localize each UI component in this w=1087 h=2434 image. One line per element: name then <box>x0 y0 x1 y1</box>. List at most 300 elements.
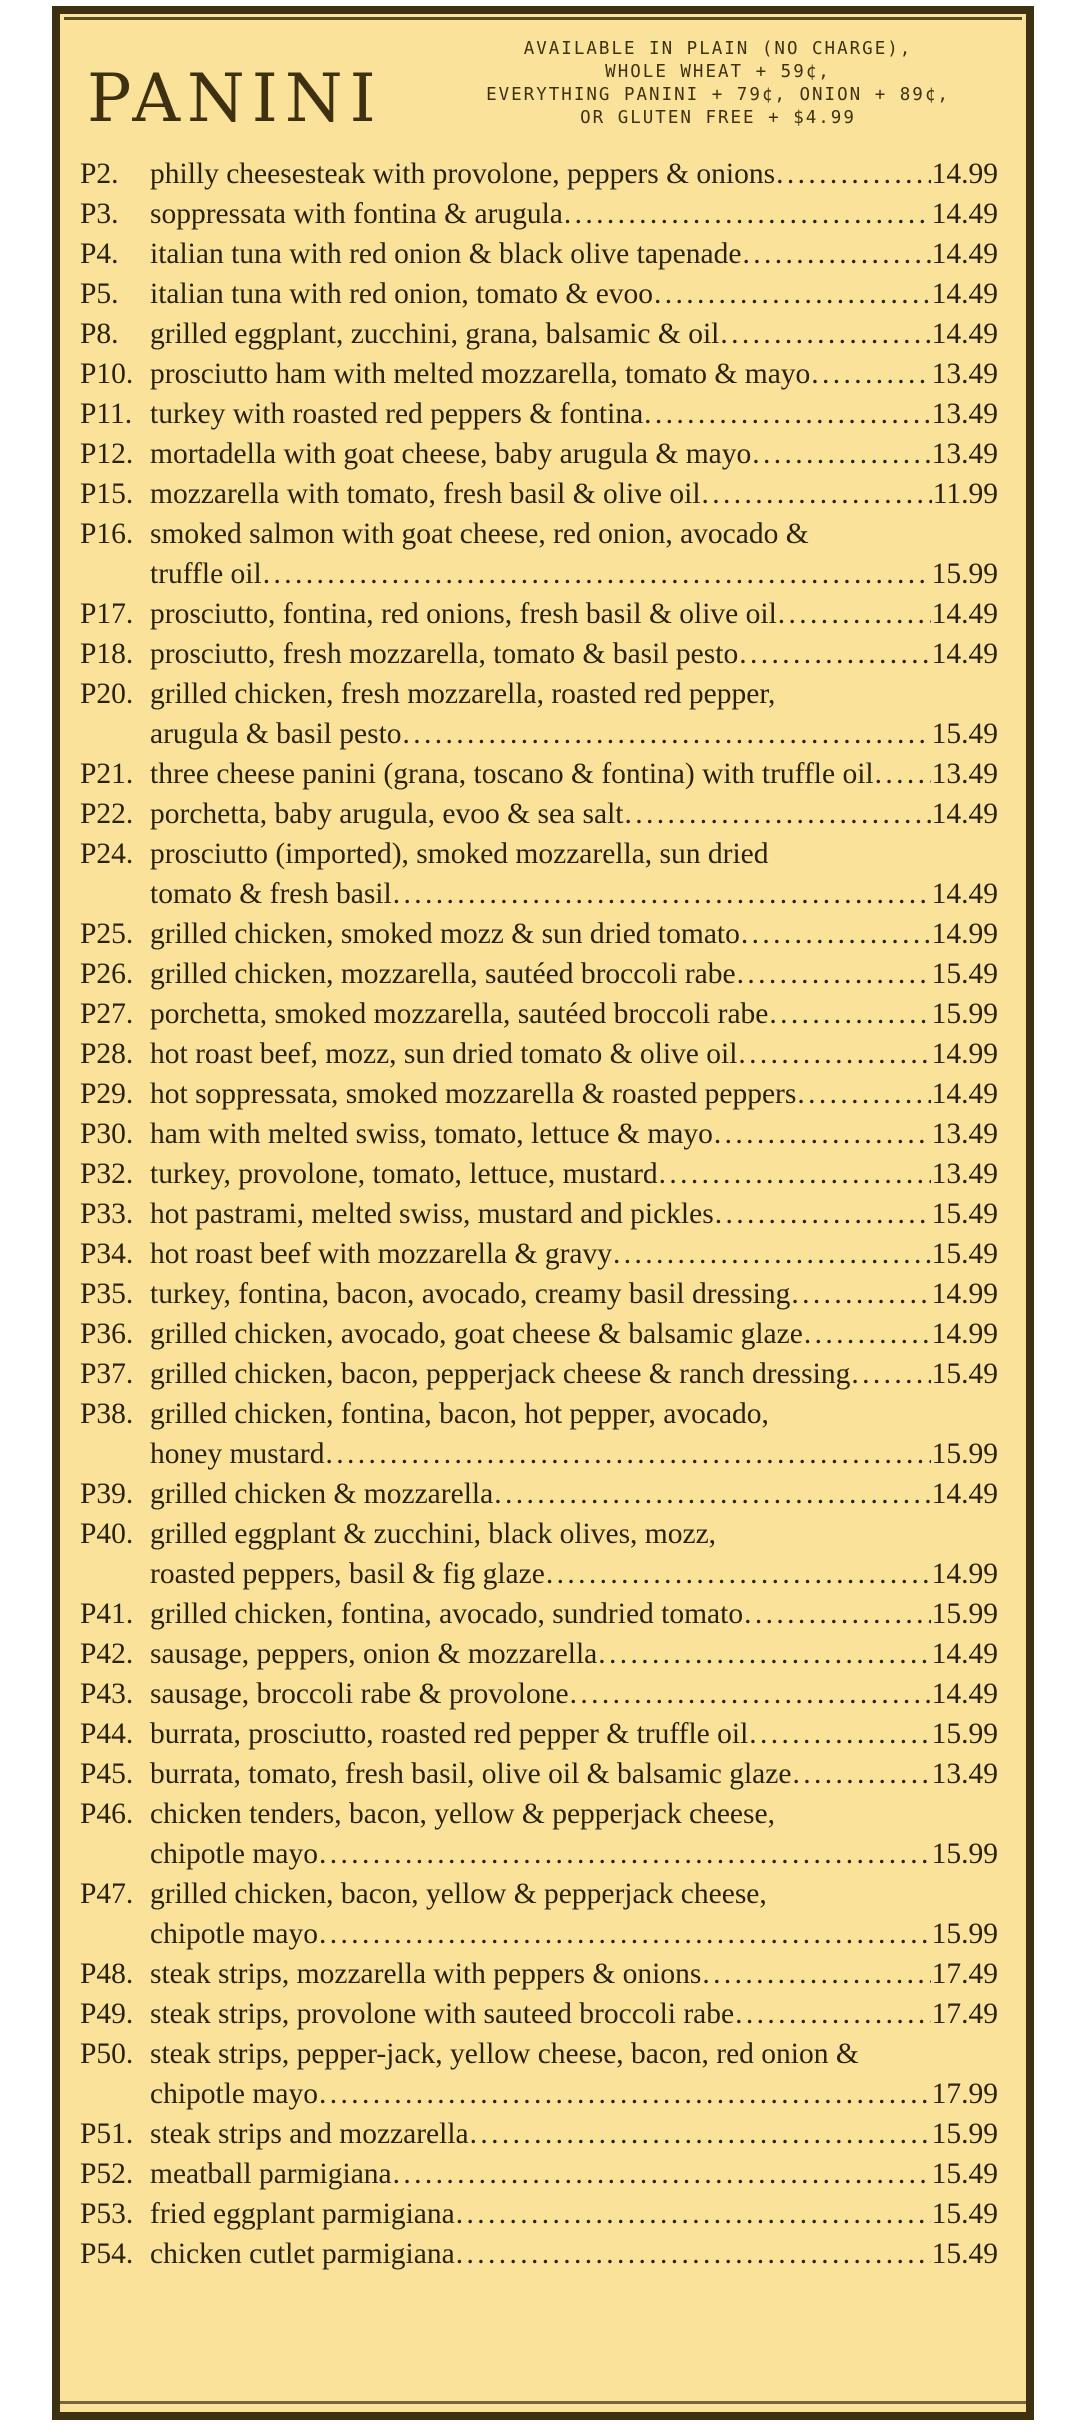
item-body <box>150 2034 998 2114</box>
item-price-line <box>150 914 998 954</box>
note-line: OR GLUTEN FREE + $4.99 <box>580 108 856 128</box>
item-price: 14.49 <box>931 198 998 230</box>
item-description: turkey, provolone, tomato, lettuce, mustard <box>150 1158 658 1190</box>
menu-item <box>80 594 998 634</box>
item-code: P32. <box>80 1158 134 1190</box>
note-line: WHOLE WHEAT + 59¢, <box>605 62 831 82</box>
dot-leader <box>791 1274 930 1314</box>
item-price: 14.99 <box>931 1558 998 1590</box>
item-price: 17.99 <box>931 2078 998 2110</box>
note-line: EVERYTHING PANINI + 79¢, ONION + 89¢, <box>486 85 950 105</box>
menu-item <box>80 634 998 674</box>
item-code: P40. <box>80 1518 134 1550</box>
dot-leader <box>613 1234 931 1274</box>
item-description: tomato & fresh basil <box>150 878 392 910</box>
item-price: 14.49 <box>931 278 998 310</box>
item-body <box>150 634 998 674</box>
menu-item <box>80 194 998 234</box>
bread-options-note <box>428 38 1008 130</box>
item-code: P35. <box>80 1278 134 1310</box>
dot-leader <box>792 1754 930 1794</box>
item-body <box>150 1994 998 2034</box>
item-body <box>150 1354 998 1394</box>
item-body <box>150 234 998 274</box>
item-description: chipotle mayo <box>150 1918 318 1950</box>
item-price-line <box>150 1594 998 1634</box>
dot-leader <box>739 634 930 674</box>
menu-item <box>80 1674 998 1714</box>
item-price-line <box>150 1194 998 1234</box>
item-code: P4. <box>80 238 119 270</box>
item-body <box>150 1154 998 1194</box>
item-body <box>150 954 998 994</box>
item-price-line <box>150 594 998 634</box>
item-price-line <box>150 1834 998 1874</box>
item-code: P38. <box>80 1398 134 1430</box>
item-price-line <box>150 474 998 514</box>
item-code: P5. <box>80 278 119 310</box>
item-price: 15.99 <box>931 558 998 590</box>
dot-leader <box>769 994 930 1034</box>
menu-item <box>80 354 998 394</box>
item-body <box>150 434 998 474</box>
item-price: 15.99 <box>931 1838 998 1870</box>
item-description: grilled chicken, smoked mozz & sun dried tomato <box>150 918 740 950</box>
dot-leader <box>742 234 930 274</box>
menu-item <box>80 1114 998 1154</box>
item-price: 13.49 <box>931 758 998 790</box>
item-code: P41. <box>80 1598 134 1630</box>
item-description: steak strips, mozzarella with peppers & onions <box>150 1958 702 1990</box>
item-price-line <box>150 1074 998 1114</box>
menu-item <box>80 394 998 434</box>
item-description: honey mustard <box>150 1438 325 1470</box>
menu-item <box>80 1394 998 1474</box>
menu-item <box>80 1234 998 1274</box>
item-price-line <box>150 434 998 474</box>
menu-item <box>80 1754 998 1794</box>
dot-leader <box>804 1314 931 1354</box>
menu-item <box>80 1954 998 1994</box>
item-price-line <box>150 2234 998 2274</box>
dot-leader <box>470 2114 931 2154</box>
dot-leader <box>570 1674 931 1714</box>
menu-item <box>80 914 998 954</box>
menu-item <box>80 274 998 314</box>
menu-item <box>80 2194 998 2234</box>
item-price: 13.49 <box>931 1758 998 1790</box>
dot-leader <box>403 714 931 754</box>
item-price: 11.99 <box>932 478 998 510</box>
item-price-line <box>150 1434 998 1474</box>
item-price: 15.49 <box>931 1238 998 1270</box>
item-code: P52. <box>80 2158 134 2190</box>
item-price: 13.49 <box>931 1118 998 1150</box>
menu-panel <box>52 6 1034 2420</box>
dot-leader <box>702 474 932 514</box>
item-description: porchetta, smoked mozzarella, sautéed broccoli rabe <box>150 998 769 1030</box>
menu-item <box>80 514 998 594</box>
item-price-line <box>150 274 998 314</box>
item-price: 14.49 <box>931 638 998 670</box>
dot-leader <box>702 1954 930 1994</box>
item-description: steak strips, provolone with sauteed broccoli rabe <box>150 1998 735 2030</box>
item-description: grilled eggplant, zucchini, grana, balsamic & oil <box>150 318 720 350</box>
item-price: 13.49 <box>931 358 998 390</box>
item-body <box>150 1314 998 1354</box>
item-description: philly cheesesteak with provolone, peppers & onions <box>150 158 776 190</box>
item-code: P42. <box>80 1638 134 1670</box>
item-code: P10. <box>80 358 134 390</box>
item-code: P18. <box>80 638 134 670</box>
item-price: 15.49 <box>931 958 998 990</box>
item-description: chipotle mayo <box>150 2078 318 2110</box>
dot-leader <box>319 2074 931 2114</box>
item-code: P47. <box>80 1878 134 1910</box>
item-code: P2. <box>80 158 119 190</box>
item-code: P51. <box>80 2118 134 2150</box>
item-price: 14.49 <box>931 1638 998 1670</box>
item-price: 14.49 <box>931 1078 998 1110</box>
item-price-line <box>150 994 998 1034</box>
menu-item <box>80 1714 998 1754</box>
item-price: 13.49 <box>931 398 998 430</box>
menu-item <box>80 474 998 514</box>
panini-list <box>80 154 998 2274</box>
item-price-line <box>150 1554 998 1594</box>
item-body <box>150 1274 998 1314</box>
dot-leader <box>737 954 931 994</box>
item-price: 14.49 <box>931 238 998 270</box>
item-description: grilled chicken, bacon, pepperjack cheese & ranch dressing <box>150 1358 851 1390</box>
dot-leader <box>644 394 930 434</box>
item-code: P24. <box>80 838 134 870</box>
item-price: 15.49 <box>931 2238 998 2270</box>
menu-item <box>80 314 998 354</box>
item-price-line <box>150 1634 998 1674</box>
item-price-line <box>150 194 998 234</box>
dot-leader <box>714 1114 931 1154</box>
item-price-line <box>150 954 998 994</box>
item-body <box>150 514 998 594</box>
item-code: P3. <box>80 198 119 230</box>
item-description: ham with melted swiss, tomato, lettuce & mayo <box>150 1118 713 1150</box>
item-code: P45. <box>80 1758 134 1790</box>
menu-item <box>80 1474 998 1514</box>
item-description-line: grilled chicken, fresh mozzarella, roasted red pepper, <box>150 678 776 710</box>
item-description: fried eggplant parmigiana <box>150 2198 455 2230</box>
item-price: 15.99 <box>931 1438 998 1470</box>
item-body <box>150 1514 998 1594</box>
item-body <box>150 1234 998 1274</box>
item-code: P8. <box>80 318 119 350</box>
item-price-line <box>150 714 998 754</box>
item-price-line <box>150 1114 998 1154</box>
item-price: 14.99 <box>931 1038 998 1070</box>
dot-leader <box>393 2154 931 2194</box>
item-body <box>150 994 998 1034</box>
dot-leader <box>715 1194 931 1234</box>
item-body <box>150 1034 998 1074</box>
item-price: 14.99 <box>931 918 998 950</box>
item-price-line <box>150 1954 998 1994</box>
dot-leader <box>735 1994 931 2034</box>
menu-item <box>80 754 998 794</box>
dot-leader <box>776 154 931 194</box>
item-code: P54. <box>80 2238 134 2270</box>
menu-item <box>80 434 998 474</box>
item-description-line: steak strips, pepper-jack, yellow cheese, bacon, red onion & <box>150 2038 859 2070</box>
item-body <box>150 1074 998 1114</box>
item-body <box>150 2154 998 2194</box>
item-code: P25. <box>80 918 134 950</box>
item-body <box>150 194 998 234</box>
item-price-line <box>150 554 998 594</box>
menu-item <box>80 2114 998 2154</box>
menu-item <box>80 954 998 994</box>
item-price: 14.49 <box>931 878 998 910</box>
item-price-line <box>150 1274 998 1314</box>
item-description: arugula & basil pesto <box>150 718 402 750</box>
item-price-line <box>150 2194 998 2234</box>
dot-leader <box>741 914 931 954</box>
item-price-line <box>150 154 998 194</box>
menu-item <box>80 1274 998 1314</box>
dot-leader <box>744 1594 931 1634</box>
item-description: italian tuna with red onion & black olive tapenade <box>150 238 742 270</box>
menu-item <box>80 834 998 914</box>
dot-leader <box>598 1634 930 1674</box>
item-description: burrata, prosciutto, roasted red pepper & truffle oil <box>150 1718 749 1750</box>
item-code: P43. <box>80 1678 134 1710</box>
item-code: P36. <box>80 1318 134 1350</box>
menu-item <box>80 2034 998 2114</box>
item-body <box>150 474 998 514</box>
item-description: hot soppressata, smoked mozzarella & roasted peppers <box>150 1078 797 1110</box>
item-description: turkey with roasted red peppers & fontina <box>150 398 644 430</box>
item-price: 14.49 <box>931 598 998 630</box>
menu-item <box>80 1074 998 1114</box>
item-code: P30. <box>80 1118 134 1150</box>
item-price: 17.49 <box>931 1998 998 2030</box>
dot-leader <box>393 874 931 914</box>
item-body <box>150 274 998 314</box>
dot-leader <box>875 754 931 794</box>
item-price: 13.49 <box>931 438 998 470</box>
item-body <box>150 1114 998 1154</box>
item-body <box>150 754 998 794</box>
item-description: chipotle mayo <box>150 1838 318 1870</box>
item-price-line <box>150 874 998 914</box>
item-code: P29. <box>80 1078 134 1110</box>
item-price-line <box>150 2154 998 2194</box>
dot-leader <box>263 554 931 594</box>
item-code: P21. <box>80 758 134 790</box>
item-price: 15.49 <box>931 2198 998 2230</box>
menu-item <box>80 2234 998 2274</box>
item-price-line <box>150 1674 998 1714</box>
item-price-line <box>150 2114 998 2154</box>
dot-leader <box>752 434 930 474</box>
item-description: hot roast beef with mozzarella & gravy <box>150 1238 612 1270</box>
item-price-line <box>150 634 998 674</box>
item-body <box>150 1754 998 1794</box>
dot-leader <box>778 594 931 634</box>
item-description-line: grilled chicken, bacon, yellow & pepperjack cheese, <box>150 1878 767 1910</box>
item-price: 13.49 <box>931 1158 998 1190</box>
item-price: 15.99 <box>931 1718 998 1750</box>
item-body <box>150 794 998 834</box>
item-price: 14.49 <box>931 1478 998 1510</box>
item-price-line <box>150 1354 998 1394</box>
menu-item <box>80 1634 998 1674</box>
menu-item <box>80 1154 998 1194</box>
item-description: grilled chicken, mozzarella, sautéed broccoli rabe <box>150 958 736 990</box>
item-price-line <box>150 1474 998 1514</box>
menu-item <box>80 2154 998 2194</box>
item-code: P11. <box>80 398 133 430</box>
item-price: 14.49 <box>931 1678 998 1710</box>
item-price: 15.99 <box>931 2118 998 2150</box>
item-body <box>150 914 998 954</box>
menu-item <box>80 234 998 274</box>
item-code: P28. <box>80 1038 134 1070</box>
item-body <box>150 2194 998 2234</box>
dot-leader <box>720 314 930 354</box>
dot-leader <box>326 1434 931 1474</box>
item-price-line <box>150 354 998 394</box>
menu-item <box>80 1314 998 1354</box>
dot-leader <box>797 1074 930 1114</box>
item-body <box>150 834 998 914</box>
item-description: burrata, tomato, fresh basil, olive oil & balsamic glaze <box>150 1758 792 1790</box>
item-price: 14.49 <box>931 318 998 350</box>
item-price: 15.99 <box>931 1598 998 1630</box>
item-body <box>150 1674 998 1714</box>
item-body <box>150 1474 998 1514</box>
item-description: prosciutto, fresh mozzarella, tomato & basil pesto <box>150 638 739 670</box>
item-code: P34. <box>80 1238 134 1270</box>
dot-leader <box>738 1034 930 1074</box>
item-body <box>150 1794 998 1874</box>
menu-item <box>80 1194 998 1234</box>
item-description: hot pastrami, melted swiss, mustard and pickles <box>150 1198 714 1230</box>
menu-item <box>80 994 998 1034</box>
item-code: P22. <box>80 798 134 830</box>
item-body <box>150 674 998 754</box>
item-description: sausage, peppers, onion & mozzarella <box>150 1638 598 1670</box>
item-code: P53. <box>80 2198 134 2230</box>
item-description: grilled chicken, fontina, avocado, sundried tomato <box>150 1598 744 1630</box>
item-description: prosciutto, fontina, red onions, fresh basil & olive oil <box>150 598 777 630</box>
item-price: 14.49 <box>931 798 998 830</box>
item-description: steak strips and mozzarella <box>150 2118 469 2150</box>
item-price: 14.99 <box>931 1318 998 1350</box>
item-description-line: prosciutto (imported), smoked mozzarella, sun dried <box>150 838 769 870</box>
item-price-line <box>150 1914 998 1954</box>
item-code: P17. <box>80 598 134 630</box>
item-code: P16. <box>80 518 134 550</box>
item-price-line <box>150 794 998 834</box>
item-code: P50. <box>80 2038 134 2070</box>
item-description-line: grilled chicken, fontina, bacon, hot pepper, avocado, <box>150 1398 769 1430</box>
menu-item <box>80 1794 998 1874</box>
item-code: P39. <box>80 1478 134 1510</box>
dot-leader <box>851 1354 930 1394</box>
item-price-line <box>150 394 998 434</box>
item-description: grilled chicken & mozzarella <box>150 1478 494 1510</box>
item-price-line <box>150 1234 998 1274</box>
item-description: turkey, fontina, bacon, avocado, creamy basil dressing <box>150 1278 791 1310</box>
dot-leader <box>624 794 930 834</box>
item-description: roasted peppers, basil & fig glaze <box>150 1558 545 1590</box>
section-title: PANINI <box>87 60 383 137</box>
item-body <box>150 354 998 394</box>
item-body <box>150 1874 998 1954</box>
item-code: P37. <box>80 1358 134 1390</box>
item-price: 15.99 <box>931 1918 998 1950</box>
item-description-line: chicken tenders, bacon, yellow & pepperjack cheese, <box>150 1798 775 1830</box>
item-code: P49. <box>80 1998 134 2030</box>
item-code: P48. <box>80 1958 134 1990</box>
item-body <box>150 594 998 634</box>
item-description: hot roast beef, mozz, sun dried tomato & olive oil <box>150 1038 738 1070</box>
item-price: 14.99 <box>931 1278 998 1310</box>
item-price-line <box>150 314 998 354</box>
item-description: three cheese panini (grana, toscano & fontina) with truffle oil <box>150 758 874 790</box>
menu-item <box>80 1994 998 2034</box>
item-description: mortadella with goat cheese, baby arugula & mayo <box>150 438 752 470</box>
dot-leader <box>546 1554 931 1594</box>
item-price-line <box>150 1034 998 1074</box>
item-body <box>150 1594 998 1634</box>
item-price: 17.49 <box>931 1958 998 1990</box>
item-description: mozzarella with tomato, fresh basil & olive oil <box>150 478 701 510</box>
item-body <box>150 1954 998 1994</box>
item-price: 14.99 <box>931 158 998 190</box>
item-code: P27. <box>80 998 134 1030</box>
dot-leader <box>319 1914 931 1954</box>
item-body <box>150 1714 998 1754</box>
item-price-line <box>150 1714 998 1754</box>
item-price: 15.49 <box>931 1358 998 1390</box>
menu-item <box>80 1034 998 1074</box>
item-description: sausage, broccoli rabe & provolone <box>150 1678 569 1710</box>
item-description: grilled chicken, avocado, goat cheese & balsamic glaze <box>150 1318 803 1350</box>
dot-leader <box>319 1834 931 1874</box>
item-body <box>150 154 998 194</box>
item-code: P46. <box>80 1798 134 1830</box>
item-description: truffle oil <box>150 558 262 590</box>
item-price-line <box>150 1994 998 2034</box>
item-price-line <box>150 754 998 794</box>
item-code: P44. <box>80 1718 134 1750</box>
dot-leader <box>564 194 931 234</box>
dot-leader <box>811 354 930 394</box>
item-description: italian tuna with red onion, tomato & evoo <box>150 278 654 310</box>
item-description: soppressata with fontina & arugula <box>150 198 563 230</box>
menu-item <box>80 674 998 754</box>
menu-item <box>80 1514 998 1594</box>
item-price: 15.49 <box>931 1198 998 1230</box>
item-code: P20. <box>80 678 134 710</box>
item-code: P15. <box>80 478 134 510</box>
item-description-line: grilled eggplant & zucchini, black olives, mozz, <box>150 1518 717 1550</box>
item-body <box>150 2114 998 2154</box>
item-price-line <box>150 2074 998 2114</box>
item-price-line <box>150 1154 998 1194</box>
item-price: 15.99 <box>931 998 998 1030</box>
